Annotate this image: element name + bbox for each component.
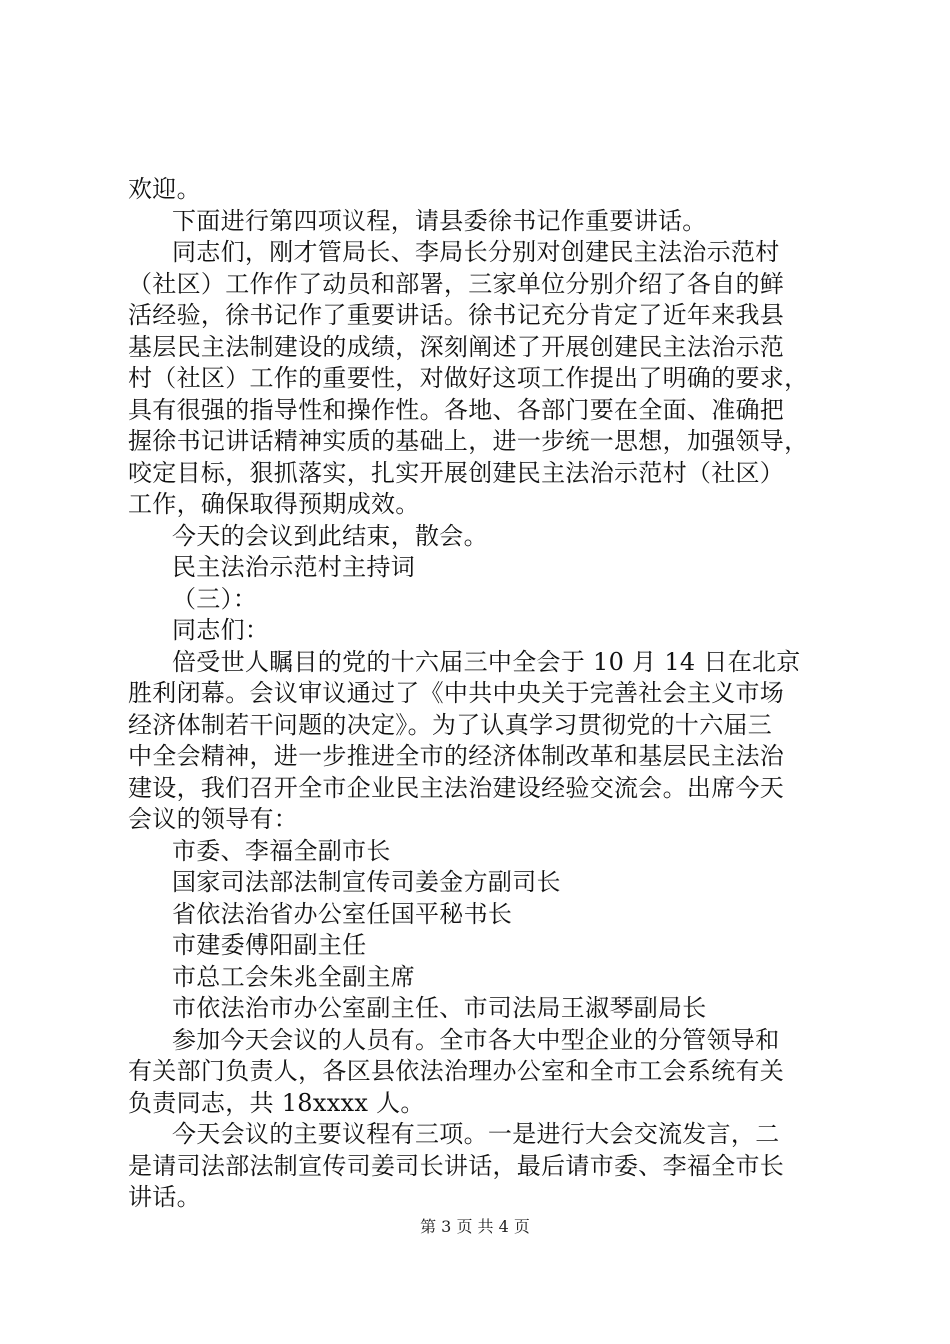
- text-line: 讲话。: [128, 1183, 201, 1211]
- document-body: [128, 174, 828, 1214]
- text-line: 市建委傅阳副主任: [172, 931, 367, 959]
- text-line: 村（社区）工作的重要性，对做好这项工作提出了明确的要求，: [128, 364, 809, 392]
- text-line: 同志们，刚才管局长、李局长分别对创建民主法治示范村: [172, 238, 780, 266]
- text-line: （社区）工作作了动员和部署，三家单位分别介绍了各自的鲜: [128, 269, 785, 298]
- page-footer: 第 3 页 共 4 页: [420, 1217, 530, 1236]
- text-line: 活经验，徐书记作了重要讲话。徐书记充分肯定了近年来我县: [128, 301, 785, 329]
- text-line: 今天的会议到此结束，散会。: [172, 521, 488, 550]
- text-line: 工作，确保取得预期成效。: [128, 490, 420, 518]
- text-line: 握徐书记讲话精神实质的基础上，进一步统一思想，加强领导，: [128, 427, 809, 455]
- text-line: 负责同志，共 18xxxx 人。: [128, 1088, 425, 1117]
- text-line: 民主法治示范村主持词: [172, 553, 415, 581]
- text-line: 省依法治省办公室任国平秘书长: [172, 899, 513, 928]
- text-line: 是请司法部法制宣传司姜司长讲话，最后请市委、李福全市长: [128, 1151, 785, 1180]
- text-line: 欢迎。: [128, 175, 201, 203]
- text-line: 经济体制若干问题的决定》。为了认真学习贯彻党的十六届三: [128, 710, 773, 739]
- text-line: 会议的领导有：: [128, 805, 299, 833]
- text-line: 参加今天会议的人员有。全市各大中型企业的分管领导和: [172, 1025, 780, 1054]
- text-line: 市委、李福全副市长: [172, 836, 391, 865]
- text-line: 下面进行第四项议程，请县委徐书记作重要讲话。: [172, 206, 707, 235]
- text-line: 中全会精神，进一步推进全市的经济体制改革和基层民主法治: [128, 742, 785, 770]
- text-line: 国家司法部法制宣传司姜金方副司长: [172, 868, 561, 896]
- text-line: 具有很强的指导性和操作性。各地、各部门要在全面、准确把: [128, 395, 785, 424]
- text-line: 市依法治市办公室副主任、市司法局王淑琴副局长: [172, 994, 707, 1022]
- text-line: 市总工会朱兆全副主席: [172, 962, 415, 991]
- text-line: （三）：: [172, 584, 258, 613]
- text-line: 咬定目标，狠抓落实，扎实开展创建民主法治示范村（社区）: [128, 458, 785, 487]
- text-line: 倍受世人瞩目的党的十六届三中全会于 10 月 14 日在北京: [172, 647, 801, 676]
- text-line: 同志们：: [172, 616, 270, 644]
- text-line: 建设，我们召开全市企业民主法治建设经验交流会。出席今天: [128, 773, 785, 802]
- text-line: 胜利闭幕。会议审议通过了《中共中央关于完善社会主义市场: [128, 679, 785, 707]
- text-line: 有关部门负责人，各区县依法治理办公室和全市工会系统有关: [128, 1057, 785, 1085]
- text-line: 今天会议的主要议程有三项。一是进行大会交流发言，二: [172, 1120, 780, 1148]
- text-line: 基层民主法制建设的成绩，深刻阐述了开展创建民主法治示范: [128, 332, 785, 361]
